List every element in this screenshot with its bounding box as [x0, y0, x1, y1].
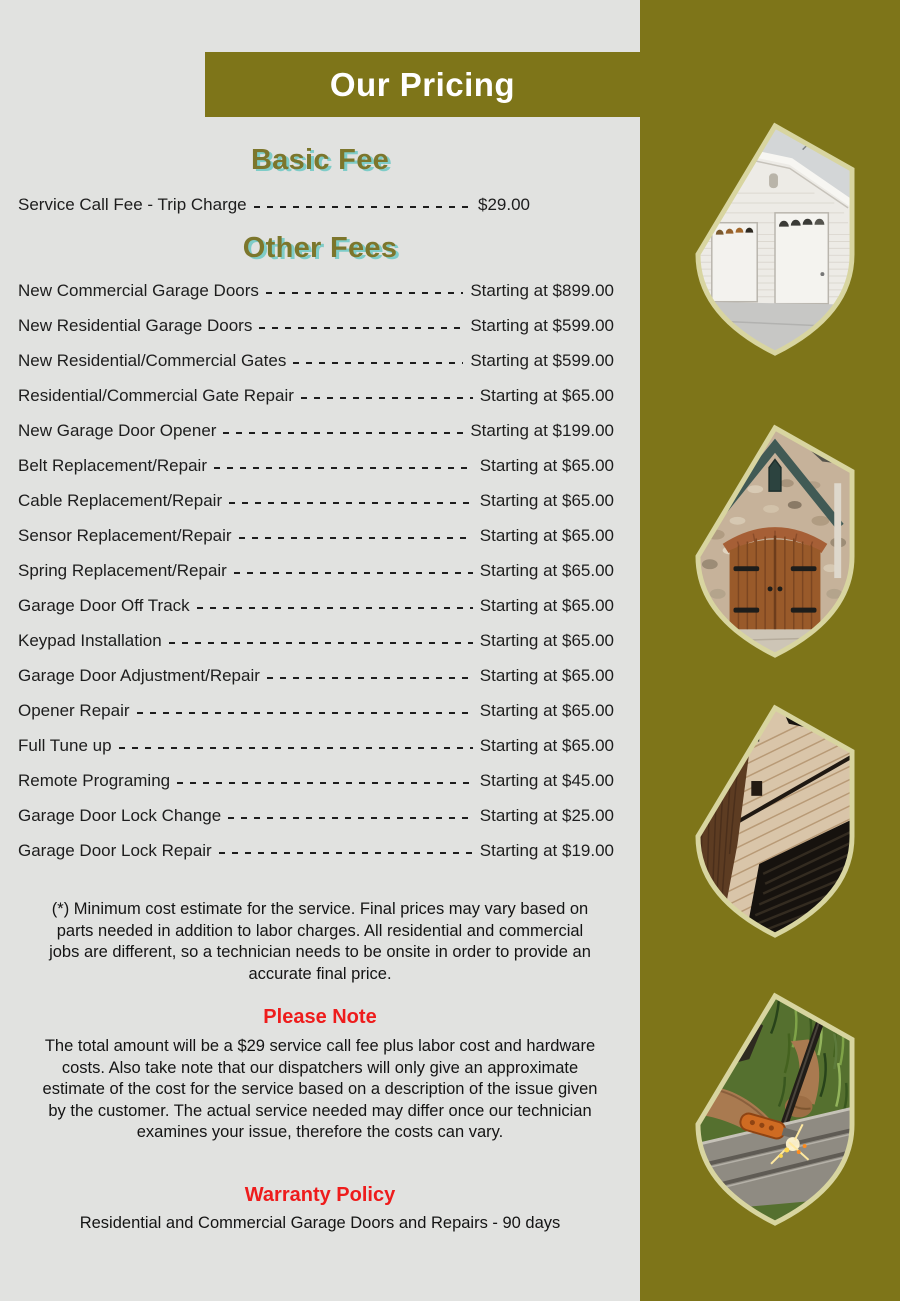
fee-leader-dashes — [239, 537, 473, 539]
fee-price: Starting at $65.00 — [479, 700, 614, 720]
basic-fee-heading: Basic Fee — [250, 144, 390, 176]
fee-row — [18, 413, 614, 448]
fee-row — [18, 798, 614, 833]
fee-price: $29.00 — [478, 194, 530, 214]
fee-price: Starting at $599.00 — [470, 315, 614, 335]
fee-label: Opener Repair — [18, 700, 130, 720]
shield-photo-4 — [693, 991, 857, 1229]
fee-label: New Commercial Garage Doors — [18, 280, 259, 300]
fee-label: Sensor Replacement/Repair — [18, 525, 232, 545]
fee-label: Remote Programing — [18, 770, 171, 790]
fee-leader-dashes — [254, 206, 471, 208]
fee-row — [18, 273, 614, 308]
fee-row — [18, 623, 614, 658]
warranty-policy-heading: Warranty Policy — [244, 1184, 396, 1206]
fee-price: Starting at $899.00 — [470, 280, 614, 300]
fee-label: Garage Door Off Track — [18, 595, 190, 615]
fee-label: Garage Door Lock Change — [18, 805, 222, 825]
fee-leader-dashes — [293, 362, 463, 364]
fee-price: Starting at $19.00 — [479, 840, 614, 860]
fee-row — [18, 187, 530, 222]
fee-leader-dashes — [234, 572, 473, 574]
stone-house-wooden-carriage-door-photo — [693, 423, 857, 661]
fee-price: Starting at $65.00 — [479, 455, 614, 475]
fee-price: Starting at $65.00 — [479, 735, 614, 755]
fee-label: New Residential/Commercial Gates — [18, 350, 287, 370]
fee-leader-dashes — [169, 642, 473, 644]
fee-row — [18, 483, 614, 518]
fee-label: Full Tune up — [18, 735, 112, 755]
fee-label: Spring Replacement/Repair — [18, 560, 227, 580]
fee-row — [18, 763, 614, 798]
fee-label: Cable Replacement/Repair — [18, 490, 223, 510]
fee-price: Starting at $65.00 — [479, 630, 614, 650]
page-title-banner — [205, 52, 640, 117]
fee-price: Starting at $45.00 — [479, 770, 614, 790]
fee-label: Residential/Commercial Gate Repair — [18, 385, 294, 405]
fee-price: Starting at $65.00 — [479, 665, 614, 685]
sidebar-photo-column — [640, 0, 900, 1301]
fee-leader-dashes — [229, 502, 473, 504]
other-fees-heading: Other Fees — [242, 232, 398, 264]
warranty-policy-body: Residential and Commercial Garage Doors and Repairs - 90 days — [79, 1214, 561, 1232]
fee-label: Keypad Installation — [18, 630, 162, 650]
other-fees-list — [0, 273, 640, 868]
modern-wood-panel-garage-photo — [693, 703, 857, 941]
page-title: Our Pricing — [329, 65, 516, 103]
please-note-body: The total amount will be a $29 service call fee plus labor cost and hardware costs. Also take note that our dispatchers will only give an approximate estimate of the cost for the service based on a description of the issue given by the customer. The actual service needed may differ once our technician examines your issue, therefore the costs can vary. — [42, 1037, 598, 1142]
fee-label: Service Call Fee - Trip Charge — [18, 194, 247, 214]
fee-leader-dashes — [223, 432, 463, 434]
fee-label: New Garage Door Opener — [18, 420, 217, 440]
fee-row — [18, 658, 614, 693]
fee-price: Starting at $65.00 — [479, 385, 614, 405]
fee-price: Starting at $199.00 — [470, 420, 614, 440]
fee-leader-dashes — [119, 747, 473, 749]
fee-leader-dashes — [177, 782, 473, 784]
fee-leader-dashes — [197, 607, 473, 609]
please-note-heading: Please Note — [263, 1006, 377, 1028]
white-garage-two-doors-photo — [693, 121, 857, 359]
fee-leader-dashes — [137, 712, 473, 714]
shield-photo-2 — [693, 423, 857, 661]
fee-price: Starting at $25.00 — [479, 805, 614, 825]
fee-leader-dashes — [228, 817, 473, 819]
fee-label: Belt Replacement/Repair — [18, 455, 207, 475]
fee-row — [18, 448, 614, 483]
fee-label: Garage Door Lock Repair — [18, 840, 212, 860]
fee-price: Starting at $65.00 — [479, 525, 614, 545]
fee-leader-dashes — [301, 397, 473, 399]
fee-price: Starting at $65.00 — [479, 595, 614, 615]
fee-row — [18, 553, 614, 588]
disclaimer-text: (*) Minimum cost estimate for the service. Final prices may vary based on parts needed in addition to labor charges. All residential and commercial jobs are different, so a technician needs to be onsite in order to provide an accurate final price. — [49, 900, 591, 983]
fee-leader-dashes — [267, 677, 473, 679]
fee-row — [18, 728, 614, 763]
shield-photo-1 — [693, 121, 857, 359]
fee-row — [18, 308, 614, 343]
shield-photo-3 — [693, 703, 857, 941]
fee-row — [18, 343, 614, 378]
fee-price: Starting at $65.00 — [479, 490, 614, 510]
fee-row — [18, 588, 614, 623]
fee-leader-dashes — [266, 292, 463, 294]
fee-row — [18, 518, 614, 553]
fee-row — [18, 378, 614, 413]
fee-label: Garage Door Adjustment/Repair — [18, 665, 260, 685]
fee-price: Starting at $599.00 — [470, 350, 614, 370]
technician-welding-garage-door-panel-photo — [693, 991, 857, 1229]
fee-row — [18, 833, 614, 868]
fee-price: Starting at $65.00 — [479, 560, 614, 580]
fee-leader-dashes — [219, 852, 473, 854]
fee-leader-dashes — [214, 467, 473, 469]
basic-fee-list — [0, 187, 640, 222]
fee-row — [18, 693, 614, 728]
fee-leader-dashes — [259, 327, 463, 329]
fee-label: New Residential Garage Doors — [18, 315, 253, 335]
